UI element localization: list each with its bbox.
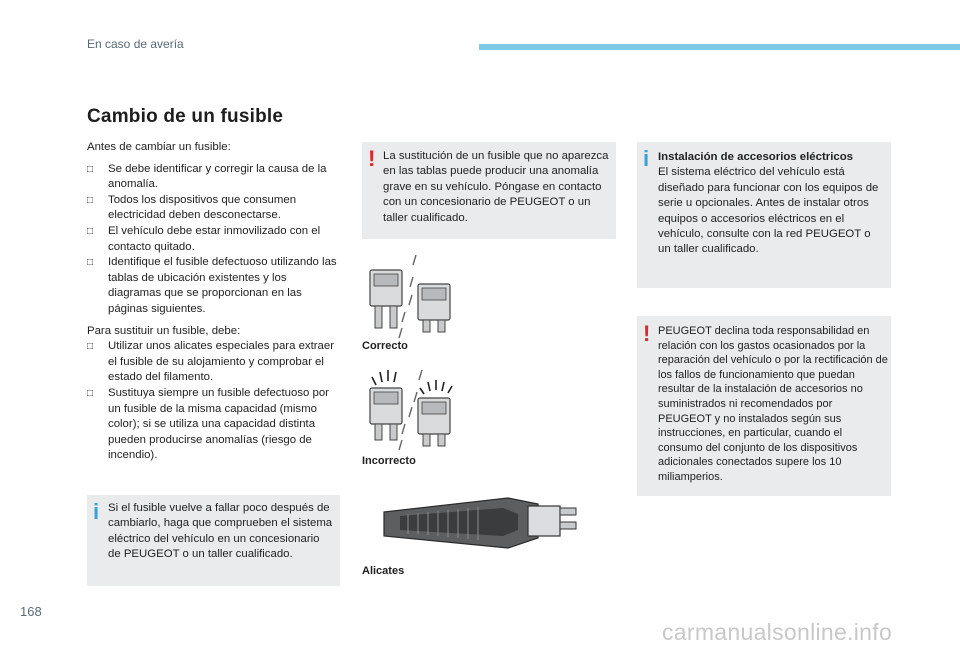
page-number: 168 (20, 604, 42, 619)
info-box-right (637, 142, 891, 288)
intro-text: Antes de cambiar un fusible: (87, 141, 231, 153)
pliers-illustration (378, 490, 583, 560)
warning-box-text: La sustitución de un fusible que no aparezca en las tablas puede producir una anomalía grave en su vehículo. Póngase en contacto con un concesionario de PEUGEOT o un taller cualificado. (383, 150, 609, 224)
section-header: En caso de avería (87, 37, 184, 51)
replace-item: □ Sustituya siempre un fusible defectuoso por un fusible de la misma capacidad (mismo color); si se utiliza una capacidad distinta pueden producirse anomalías (riesgo de incendio). (87, 386, 342, 464)
info-box-text: Si el fusible vuelve a fallar poco después de cambiarlo, haga que comprueben el sistema eléctrico del vehículo en un concesionario de PEUGEOT o un taller cualificado. (108, 502, 333, 561)
info-icon: i (643, 146, 650, 171)
warning-icon: ! (368, 146, 376, 171)
info-box-right-content (658, 150, 886, 258)
info-box-left (87, 495, 340, 586)
watermark: carmanualsonline.info (662, 619, 893, 645)
incorrect-fuse-illustration (362, 362, 472, 457)
warning-icon: ! (643, 321, 651, 346)
before-item: □ Identifique el fusible defectuoso utilizando las tablas de ubicación existentes y los diagramas que se proporcionan en las páginas siguientes. (87, 255, 342, 317)
correct-fuse-illustration (362, 250, 472, 345)
info-icon: i (93, 499, 100, 524)
warning-box-middle (362, 142, 616, 239)
warning-box-right (637, 316, 891, 496)
header-accent-bar (479, 44, 960, 50)
caption-correct: Correcto (362, 340, 408, 352)
before-item: □ Todos los dispositivos que consumen electricidad deben desconectarse. (87, 193, 342, 224)
info-box-title: Instalación de accesorios eléctricos (658, 151, 853, 163)
caption-incorrect: Incorrecto (362, 455, 416, 467)
warning-box-right-text: PEUGEOT declina toda responsabilidad en relación con los gastos ocasionados por la reparación del vehículo o por la rectificación de los fallos de funcionamiento que puedan resultar de la instalación de accesorios no suministrados ni recomendados por PEUGEOT y no instalados según sus instrucciones, en particular, cuando el consumo del conjunto de los dispositivos adicionales conectados supere los 10 miliamperios. (658, 325, 888, 483)
left-column (87, 140, 342, 464)
caption-pliers: Alicates (362, 565, 405, 577)
before-item: □ Se debe identificar y corregir la causa de la anomalía. (87, 162, 342, 193)
replace-intro-text: Para sustituir un fusible, debe: (87, 324, 241, 337)
page-title: Cambio de un fusible (87, 106, 284, 127)
before-item: □ El vehículo debe estar inmovilizado con el contacto quitado. (87, 224, 342, 255)
replace-item: □ Utilizar unos alicates especiales para extraer el fusible de su alojamiento y comprobar el estado del filamento. (87, 339, 342, 386)
info-box-body: El sistema eléctrico del vehículo está diseñado para funcionar con los equipos de serie u opcionales. Antes de instalar otros equipos o accesorios eléctricos en el vehículo, consulte con la red PEUGEOT o un taller cualificado. (658, 166, 879, 256)
